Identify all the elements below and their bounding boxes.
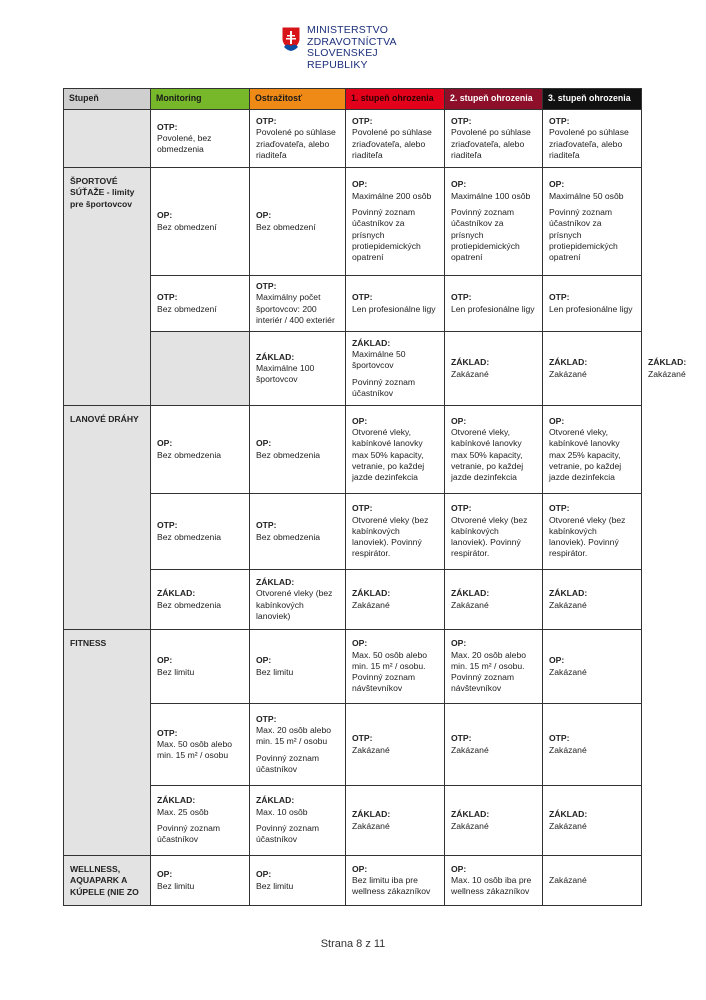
ministry-name [307, 25, 441, 71]
table-cell [250, 704, 346, 786]
cell-label: OP: [256, 210, 272, 221]
table-row [64, 570, 642, 630]
cell-label: ZÁKLAD: [157, 795, 196, 806]
cell-text: Max. 50 osôb alebo min. 15 m² / osobu. Povinný zoznam návštevníkov [352, 649, 428, 694]
cell-label: OTP: [451, 292, 472, 303]
cell-label: ZÁKLAD: [352, 588, 391, 599]
table-cell [543, 704, 642, 786]
table-cell [151, 630, 250, 704]
cell-label: OTP: [157, 121, 178, 132]
cell-text: Povolené po súhlase zriaďovateľa, alebo riaditeľa [451, 127, 531, 160]
table-cell [250, 630, 346, 704]
table-cell [543, 276, 642, 332]
cell-text: Maximálne 50 osôb [549, 190, 624, 201]
category-cell-empty [151, 332, 250, 406]
cell-text: Max. 10 osôb iba pre wellness zákazníkov [451, 874, 532, 897]
cell-label: OTP: [256, 115, 277, 126]
cell-text: Len profesionálne ligy [352, 303, 436, 314]
cell-label: OTP: [451, 115, 472, 126]
cell-label: OP: [157, 869, 173, 880]
header-monitoring: Monitoring [151, 89, 250, 110]
cell-text: Max. 10 osôb [256, 806, 308, 817]
cell-text: Bez obmedzenia [157, 599, 222, 610]
cell-text: Bez limitu [256, 880, 294, 891]
cell-label: OTP: [157, 727, 178, 738]
cell-text: Otvorené vleky, kabínkové lanovky max 50% kapacity, vetranie, po každej jazde dezinfekcia [451, 426, 524, 483]
cell-text: Bez obmedzení [157, 221, 217, 232]
table-cell [151, 276, 250, 332]
table-cell [151, 110, 250, 168]
cell-label: OTP: [549, 115, 570, 126]
cell-label: ZÁKLAD: [256, 351, 295, 362]
cell-text: Zakázané [451, 368, 489, 379]
category-lanove-drahy: LANOVÉ DRÁHY [64, 406, 151, 630]
cell-text: Otvorené vleky (bez kabínkových lanoviek) [256, 588, 333, 621]
table-cell [543, 786, 642, 856]
table-row [64, 704, 642, 786]
table-cell [346, 168, 445, 276]
table-cell [250, 494, 346, 570]
cell-label: OP: [549, 415, 565, 426]
table-cell [151, 856, 250, 906]
cell-label: ZÁKLAD: [352, 809, 391, 820]
cell-text: Zakázané [451, 820, 489, 831]
cell-label: OTP: [157, 520, 178, 531]
cell-text: Maximálny počet športovcov: 200 interiér / 400 exteriér [256, 292, 335, 325]
table-row: ZÁKLAD: Maximálne 100 športovcov ZÁKLAD: Maximálne 50 športovcov Povinný zoznam účastníkov ZÁKLAD: Zakázané ZÁKLAD: Zakázané ZÁKLAD: Zakázané [64, 332, 642, 406]
table-cell [445, 494, 543, 570]
cell-label: ZÁKLAD: [451, 588, 490, 599]
table-cell [445, 856, 543, 906]
cell-label: OTP: [256, 713, 277, 724]
cell-label: OTP: [352, 292, 373, 303]
table-cell [346, 630, 445, 704]
table-cell [543, 110, 642, 168]
table-cell [250, 786, 346, 856]
table-row [64, 276, 642, 332]
table-cell [445, 630, 543, 704]
cell-label: ZÁKLAD: [549, 809, 588, 820]
table-cell [543, 856, 642, 906]
cell-label: ZÁKLAD: [352, 337, 391, 348]
cell-label: OTP: [352, 115, 373, 126]
cell-text: Bez obmedzení [157, 303, 217, 314]
cell-label: OP: [549, 179, 565, 190]
cell-text: Max. 20 osôb alebo min. 15 m² / osobu. Povinný zoznam návštevníkov [451, 649, 527, 694]
table-cell [445, 704, 543, 786]
table-cell [543, 630, 642, 704]
cell-text: Zakázané [549, 368, 587, 379]
table-cell [151, 570, 250, 630]
table-cell [346, 276, 445, 332]
cell-text: Max. 25 osôb [157, 806, 209, 817]
cell-label: ZÁKLAD: [549, 588, 588, 599]
table-cell [151, 704, 250, 786]
table-cell [445, 570, 543, 630]
cell-text: Bez obmedzenia [157, 531, 222, 542]
category-cell-empty [64, 110, 151, 168]
cell-text: Povolené, bez obmedzenia [157, 132, 212, 155]
table-cell [250, 110, 346, 168]
cell-label: OP: [451, 179, 467, 190]
cell-text: Maximálne 100 osôb [451, 190, 531, 201]
cell-text: Maximálne 100 športovcov [256, 362, 315, 385]
cell-text: Max. 20 osôb alebo min. 15 m² / osobu [256, 725, 332, 747]
cell-text: Len profesionálne ligy [451, 303, 535, 314]
cell-label: OTP: [157, 292, 178, 303]
table-cell [445, 406, 543, 494]
cell-label: OTP: [352, 733, 373, 744]
cell-label: OP: [256, 655, 272, 666]
header-stupen: Stupeň [64, 89, 151, 110]
table-cell [445, 332, 543, 406]
cell-label: ZÁKLAD: [549, 357, 588, 368]
cell-label: ZÁKLAD: [256, 576, 295, 587]
header-ostrazitost: Ostražitosť [250, 89, 346, 110]
logo-line-2: ZDRAVOTNÍCTVA [307, 35, 397, 48]
cell-label: OP: [352, 863, 368, 874]
cell-text: Povolené po súhlase zriaďovateľa, alebo riaditeľa [549, 127, 629, 160]
cell-text: Povinný zoznam účastníkov za prísnych protiepidemických opatrení [451, 207, 520, 263]
category-wellness: WELLNESS, AQUAPARK A KÚPELE (NIE ZO [64, 856, 151, 906]
cell-label: OTP: [451, 733, 472, 744]
cell-text: Maximálne 50 športovcov [352, 349, 406, 371]
cell-label: OP: [157, 655, 173, 666]
table-cell [445, 168, 543, 276]
cell-label: ZÁKLAD: [451, 809, 490, 820]
cell-text: Povinný zoznam účastníkov [256, 823, 320, 845]
table-cell [250, 332, 346, 406]
cell-text: Zakázané [451, 599, 489, 610]
table-row [64, 406, 642, 494]
cell-label: OP: [451, 415, 467, 426]
table-cell [346, 570, 445, 630]
table-cell [346, 406, 445, 494]
table-cell [250, 570, 346, 630]
cell-text: Bez limitu [157, 666, 195, 677]
cell-text: Bez obmedzenia [256, 449, 321, 460]
table-cell [543, 570, 642, 630]
cell-text: Bez limitu [256, 666, 294, 677]
cell-text: Maximálne 200 osôb [352, 190, 432, 201]
header-row [64, 89, 642, 110]
cell-text: Bez limitu [157, 880, 195, 891]
cell-text: Povolené po súhlase zriaďovateľa, alebo riaditeľa [352, 127, 432, 160]
table-cell [346, 856, 445, 906]
table-row [64, 856, 642, 906]
cell-text: Zakázané [352, 599, 390, 610]
cell-text: Otvorené vleky, kabínkové lanovky max 50% kapacity, vetranie, po každej jazde dezinfekcia [352, 426, 425, 483]
cell-text: Povinný zoznam účastníkov [352, 376, 416, 398]
cell-label: OTP: [256, 520, 277, 531]
table-cell [346, 494, 445, 570]
cell-text: Max. 50 osôb alebo min. 15 m² / osobu [157, 738, 233, 761]
cell-text: Zakázané [549, 744, 587, 755]
table-cell [250, 168, 346, 276]
cell-text: Otvorené vleky (bez kabínkových lanoviek). Povinný respirátor. [549, 514, 626, 559]
cell-label: OP: [451, 638, 467, 649]
cell-label: OTP: [549, 503, 570, 514]
table-row [64, 630, 642, 704]
table-cell [543, 406, 642, 494]
header-stupen-3: 3. stupeň ohrozenia [543, 89, 642, 110]
cell-label: OP: [451, 863, 467, 874]
table-cell [346, 786, 445, 856]
cell-text: Zakázané [549, 666, 587, 677]
cell-text: Bez limitu iba pre wellness zákazníkov [352, 874, 431, 897]
cell-text: Zakázané [352, 820, 390, 831]
table-cell [346, 704, 445, 786]
table-row [64, 494, 642, 570]
page-number: Strana 8 z 11 [320, 938, 386, 950]
table-cell [250, 856, 346, 906]
cell-text: Bez obmedzenia [256, 531, 321, 542]
cell-text: Zakázané [549, 820, 587, 831]
cell-text: Len profesionálne ligy [549, 303, 633, 314]
cell-text: Povolené po súhlase zriaďovateľa, alebo riaditeľa [256, 127, 336, 160]
table-cell [445, 276, 543, 332]
cell-label: OTP: [352, 503, 373, 514]
cell-label: OP: [157, 210, 173, 221]
cell-text: Otvorené vleky (bez kabínkových lanoviek). Povinný respirátor. [451, 514, 528, 559]
cell-label: OTP: [549, 292, 570, 303]
header-stupen-2: 2. stupeň ohrozenia [445, 89, 543, 110]
cell-text: Zakázané [451, 744, 489, 755]
cell-label: OTP: [256, 280, 277, 291]
cell-label: OP: [549, 655, 565, 666]
cell-label: OP: [352, 179, 368, 190]
cell-label: OP: [352, 638, 368, 649]
table-row [64, 168, 642, 276]
table-cell [151, 786, 250, 856]
category-fitness: FITNESS [64, 630, 151, 856]
cell-label: OP: [256, 438, 272, 449]
table-cell [445, 786, 543, 856]
cell-text: Bez obmedzení [256, 221, 316, 232]
cell-text: Otvorené vleky, kabínkové lanovky max 25% kapacity, vetranie, po každej jazde dezinfekcia [549, 426, 622, 483]
cell-label: ZÁKLAD: [451, 357, 490, 368]
table-cell [250, 276, 346, 332]
category-sportove-sutaze: ŠPORTOVÉ SÚŤAŽE - limity pre športovcov [64, 168, 151, 406]
cell-label: ZÁKLAD: [157, 588, 196, 599]
cell-text: Povinný zoznam účastníkov [157, 823, 221, 845]
logo-line-1: MINISTERSTVO [307, 24, 389, 36]
table-row [64, 110, 642, 168]
cell-label: OTP: [549, 733, 570, 744]
cell-text: Otvorené vleky (bez kabínkových lanoviek). Povinný respirátor. [352, 514, 429, 559]
slovak-coat-of-arms-icon [281, 26, 301, 52]
table-cell [151, 168, 250, 276]
cell-text: Povinný zoznam účastníkov za prísnych protiepidemických opatrení [352, 207, 421, 263]
table-cell [250, 406, 346, 494]
cell-label: OP: [256, 869, 272, 880]
ministry-logo [281, 24, 441, 72]
table-row [64, 786, 642, 856]
table-cell [445, 110, 543, 168]
table-cell [151, 494, 250, 570]
cell-text: Povinný zoznam účastníkov za prísnych protiepidemických opatrení [549, 207, 618, 263]
cell-text: Zakázané [549, 599, 587, 610]
cell-label: OP: [157, 438, 173, 449]
table-cell [151, 406, 250, 494]
cell-label: OP: [352, 415, 368, 426]
cell-text: Povinný zoznam účastníkov [256, 752, 320, 774]
header-stupen-1: 1. stupeň ohrozenia [346, 89, 445, 110]
table-cell [543, 494, 642, 570]
cell-text: Bez obmedzenia [157, 449, 222, 460]
table-cell [346, 110, 445, 168]
table-cell [543, 332, 642, 406]
cell-text: Zakázané [352, 744, 390, 755]
table-cell [543, 168, 642, 276]
cell-label: ZÁKLAD: [256, 795, 295, 806]
measures-table [63, 88, 687, 906]
cell-label: OTP: [451, 503, 472, 514]
table-cell [346, 332, 445, 406]
logo-line-3: SLOVENSKEJ REPUBLIKY [307, 47, 378, 71]
cell-text: Zakázané [549, 874, 587, 885]
